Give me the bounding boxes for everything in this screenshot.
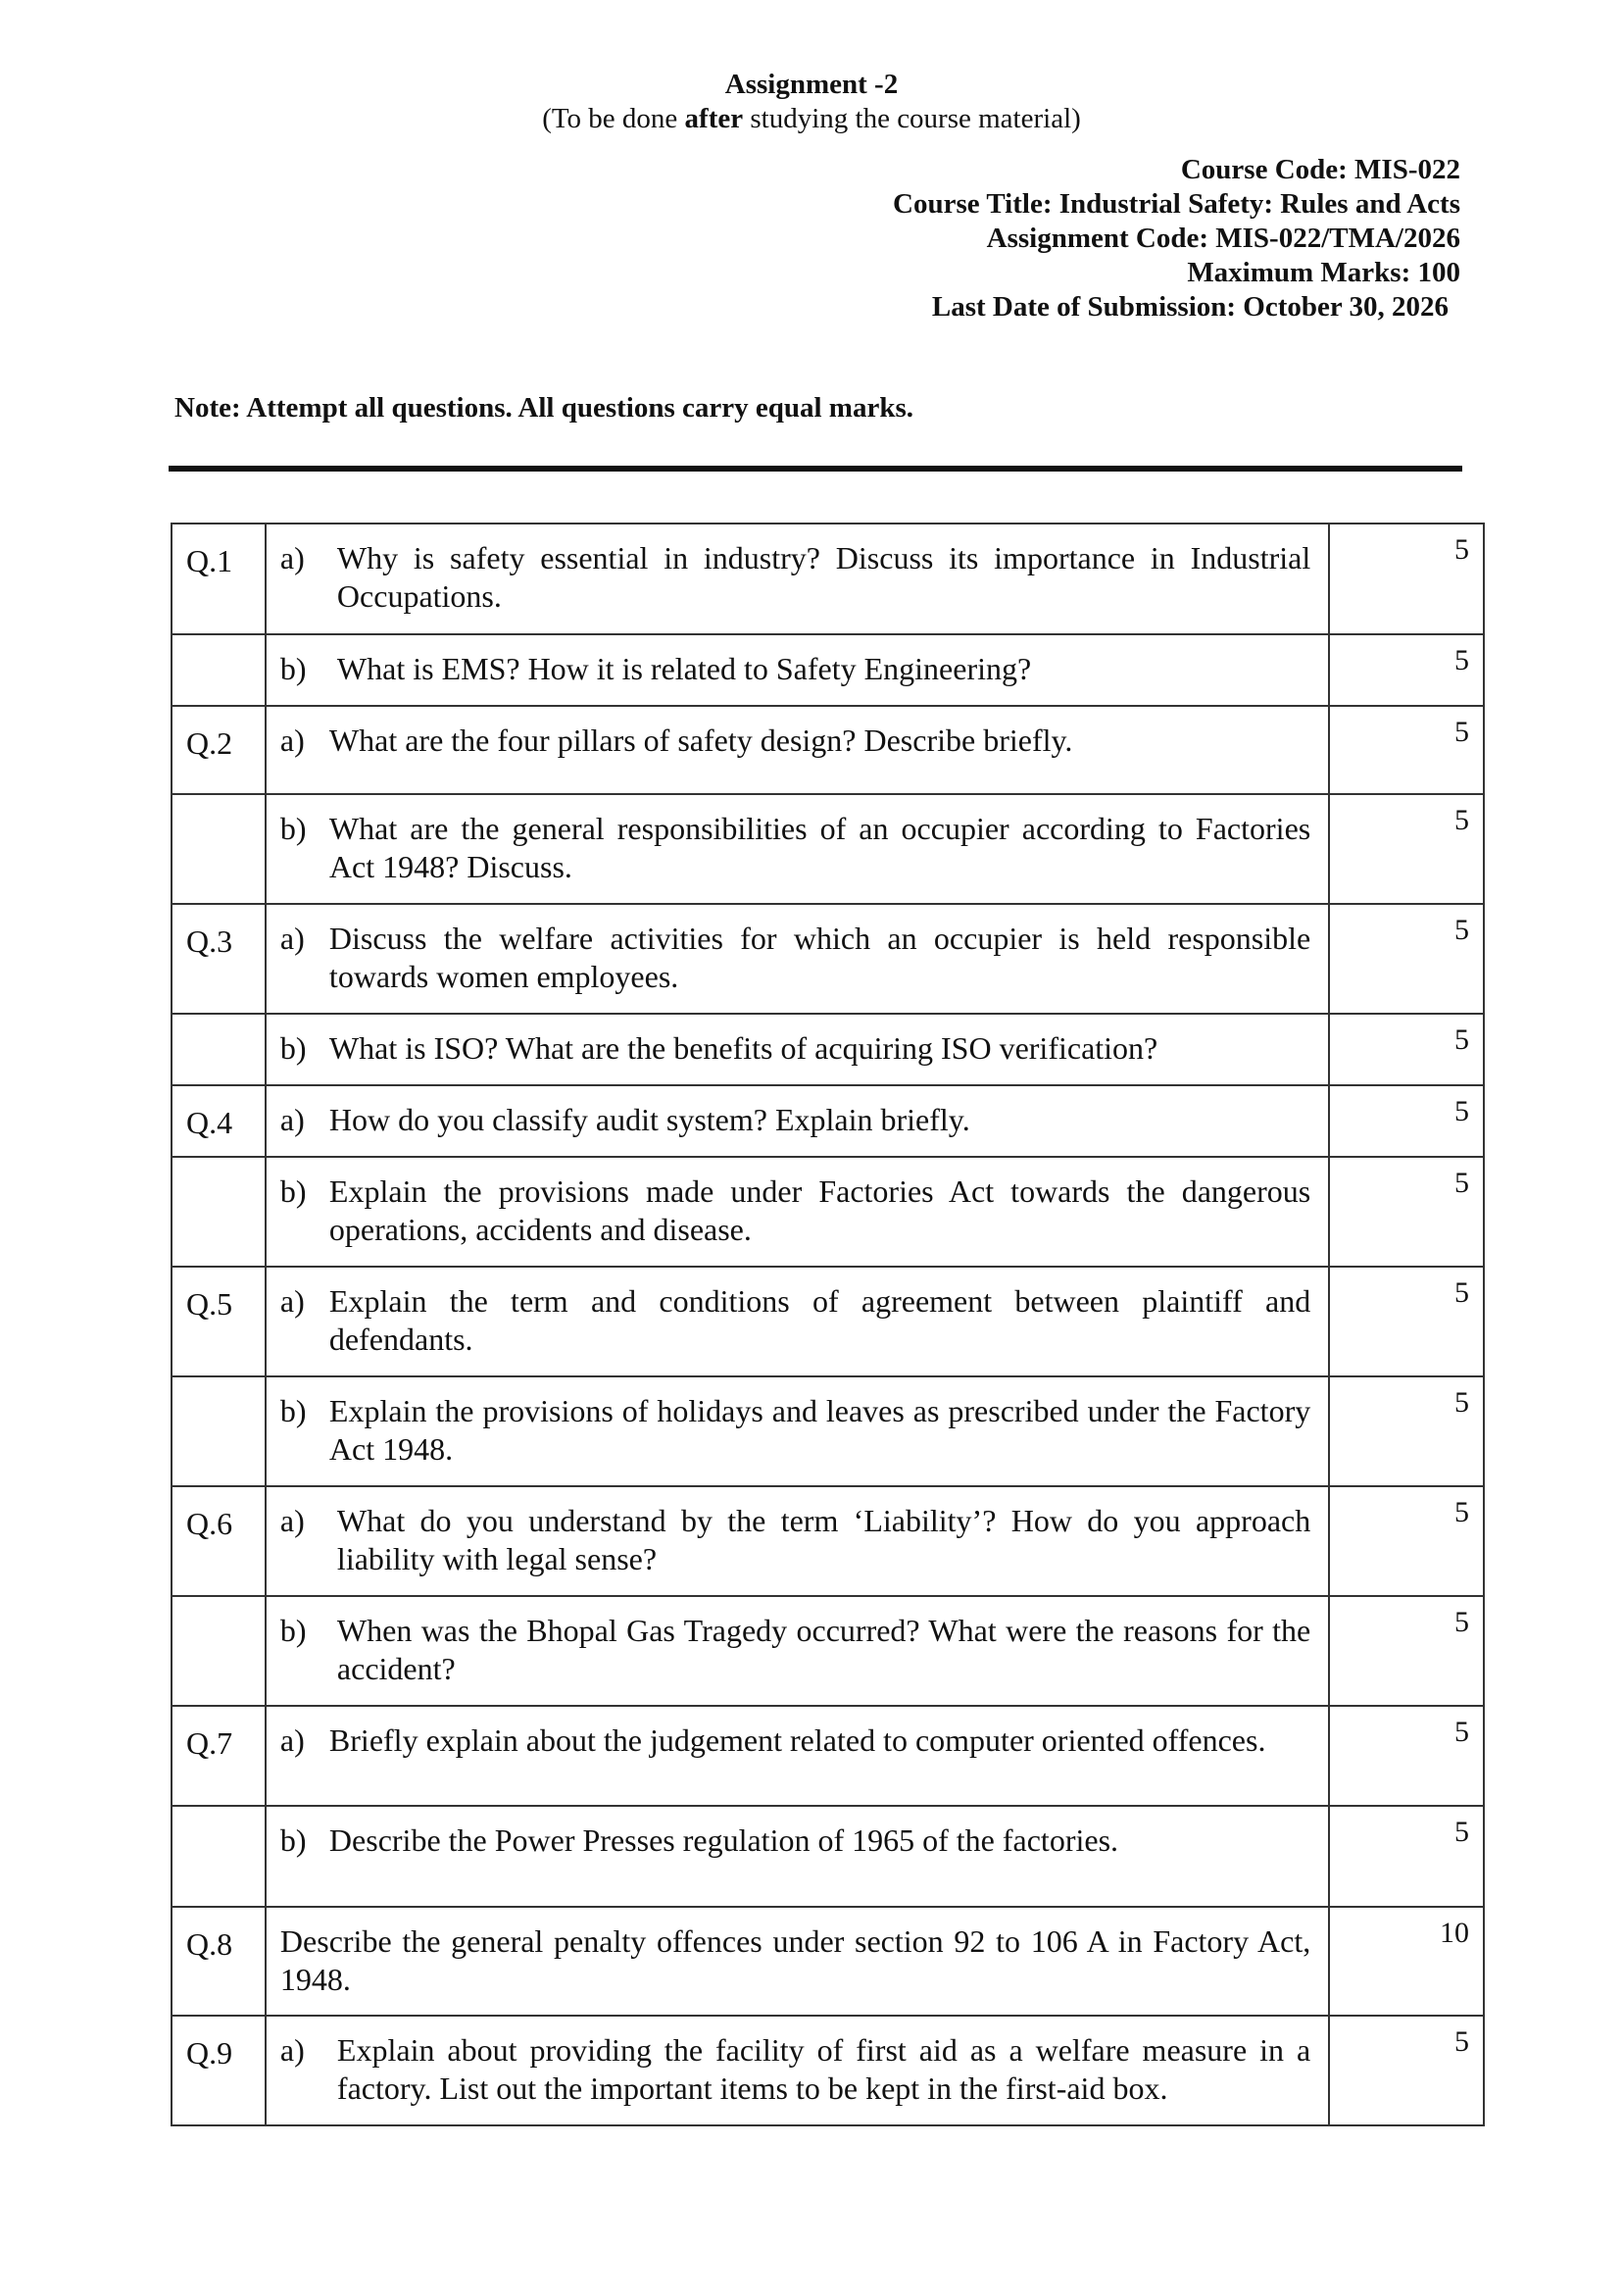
question-cell	[266, 1596, 1329, 1706]
question-cell	[266, 1907, 1329, 2016]
question-number: Q.6	[172, 1486, 266, 1596]
subtitle-bold: after	[684, 103, 744, 134]
question-marks: 5	[1329, 1806, 1484, 1907]
question-marks: 10	[1329, 1907, 1484, 2016]
question-text: Describe the general penalty offences under section 92 to 106 A in Factory Act, 1948.	[279, 1923, 1311, 1997]
question-row	[172, 794, 1484, 904]
question-marks: 5	[1329, 1486, 1484, 1596]
question-cell	[266, 1085, 1329, 1157]
question-part-label: b)	[279, 1393, 307, 1428]
question-text: What are the general responsibilities of an occupier according to Factories Act 1948? Discuss.	[328, 811, 1311, 884]
question-marks: 5	[1329, 2016, 1484, 2125]
question-part-label: a)	[279, 540, 305, 575]
subtitle-pre: (To be done	[542, 103, 685, 134]
question-text: What is ISO? What are the benefits of acquiring ISO verification?	[328, 1030, 1158, 1066]
question-number: Q.8	[172, 1907, 266, 2016]
question-text: Explain the provisions of holidays and leaves as prescribed under the Factory Act 1948.	[328, 1393, 1311, 1467]
question-text: Why is safety essential in industry? Discuss its importance in Industrial Occupations.	[336, 540, 1311, 614]
question-part-label: a)	[279, 1503, 305, 1538]
question-number	[172, 1596, 266, 1706]
question-text: How do you classify audit system? Explain briefly.	[328, 1102, 970, 1137]
question-cell	[266, 1706, 1329, 1806]
question-part-label: b)	[279, 1613, 307, 1648]
question-cell	[266, 706, 1329, 794]
question-marks: 5	[1329, 1085, 1484, 1157]
assignment-title: Assignment -2	[724, 69, 899, 100]
question-marks: 5	[1329, 1014, 1484, 1085]
question-number: Q.9	[172, 2016, 266, 2125]
question-part-label: a)	[279, 1102, 305, 1137]
question-marks: 5	[1329, 794, 1484, 904]
question-text: When was the Bhopal Gas Tragedy occurred? What were the reasons for the accident?	[336, 1613, 1311, 1686]
question-part-label: a)	[279, 1722, 305, 1758]
question-row	[172, 634, 1484, 706]
question-part-label: a)	[279, 921, 305, 956]
question-row	[172, 524, 1484, 634]
question-cell	[266, 524, 1329, 634]
question-row	[172, 1014, 1484, 1085]
question-part-label: a)	[279, 723, 305, 758]
question-number: Q.7	[172, 1706, 266, 1806]
question-number	[172, 1806, 266, 1907]
question-cell	[266, 1376, 1329, 1486]
maximum-marks: Maximum Marks: 100	[1187, 257, 1460, 288]
question-text: What are the four pillars of safety design? Describe briefly.	[328, 723, 1073, 758]
question-text: Explain the provisions made under Factories Act towards the dangerous operations, accidents and disease.	[328, 1173, 1311, 1247]
question-marks: 5	[1329, 524, 1484, 634]
question-marks: 5	[1329, 634, 1484, 706]
question-part-label: b)	[279, 1030, 307, 1066]
question-number: Q.5	[172, 1267, 266, 1376]
question-row	[172, 1486, 1484, 1596]
instructions-note: Note: Attempt all questions. All questions carry equal marks.	[174, 392, 913, 424]
question-row	[172, 1806, 1484, 1907]
question-row	[172, 1596, 1484, 1706]
question-part-label: b)	[279, 651, 307, 686]
question-marks: 5	[1329, 1706, 1484, 1806]
question-marks: 5	[1329, 1376, 1484, 1486]
question-text: Discuss the welfare activities for which an occupier is held responsible towards women employees.	[328, 921, 1311, 994]
course-title: Course Title: Industrial Safety: Rules and Acts	[893, 188, 1460, 220]
question-row	[172, 706, 1484, 794]
question-text: Explain about providing the facility of first aid as a welfare measure in a factory. List out the important items to be kept in the first-aid box.	[336, 2032, 1311, 2106]
question-row	[172, 1376, 1484, 1486]
question-part-label: b)	[279, 1822, 307, 1858]
course-code: Course Code: MIS-022	[1180, 154, 1460, 185]
question-part-label: b)	[279, 1173, 307, 1209]
question-text: What do you understand by the term ‘Liability’? How do you approach liability with legal sense?	[336, 1503, 1311, 1576]
question-cell	[266, 1267, 1329, 1376]
question-marks: 5	[1329, 904, 1484, 1014]
question-number: Q.1	[172, 524, 266, 634]
question-number	[172, 794, 266, 904]
question-cell	[266, 794, 1329, 904]
question-cell	[266, 1014, 1329, 1085]
question-number: Q.3	[172, 904, 266, 1014]
subtitle-post: studying the course material)	[743, 103, 1081, 134]
questions-table	[171, 523, 1485, 2126]
question-row	[172, 1706, 1484, 1806]
question-row	[172, 1267, 1484, 1376]
assignment-subtitle	[0, 103, 1623, 135]
question-number	[172, 1157, 266, 1267]
question-row	[172, 1157, 1484, 1267]
question-text: Describe the Power Presses regulation of 1965 of the factories.	[328, 1822, 1119, 1858]
question-text: Explain the term and conditions of agreement between plaintiff and defendants.	[328, 1283, 1311, 1357]
question-marks: 5	[1329, 1596, 1484, 1706]
question-marks: 5	[1329, 1267, 1484, 1376]
question-part-label: a)	[279, 2032, 305, 2068]
question-cell	[266, 1806, 1329, 1907]
last-date-of-submission: Last Date of Submission: October 30, 2026	[931, 291, 1449, 323]
question-text: What is EMS? How it is related to Safety Engineering?	[336, 651, 1032, 686]
question-cell	[266, 904, 1329, 1014]
question-number	[172, 634, 266, 706]
question-number: Q.2	[172, 706, 266, 794]
question-number	[172, 1376, 266, 1486]
question-row	[172, 1907, 1484, 2016]
question-cell	[266, 1157, 1329, 1267]
question-row	[172, 904, 1484, 1014]
question-row	[172, 2016, 1484, 2125]
question-cell	[266, 1486, 1329, 1596]
question-part-label: b)	[279, 811, 307, 846]
question-number: Q.4	[172, 1085, 266, 1157]
question-row	[172, 1085, 1484, 1157]
question-cell	[266, 2016, 1329, 2125]
question-marks: 5	[1329, 1157, 1484, 1267]
question-part-label: a)	[279, 1283, 305, 1319]
header-divider	[169, 466, 1462, 472]
assignment-code: Assignment Code: MIS-022/TMA/2026	[986, 223, 1460, 254]
question-number	[172, 1014, 266, 1085]
question-text: Briefly explain about the judgement related to computer oriented offences.	[328, 1722, 1266, 1758]
question-cell	[266, 634, 1329, 706]
question-marks: 5	[1329, 706, 1484, 794]
